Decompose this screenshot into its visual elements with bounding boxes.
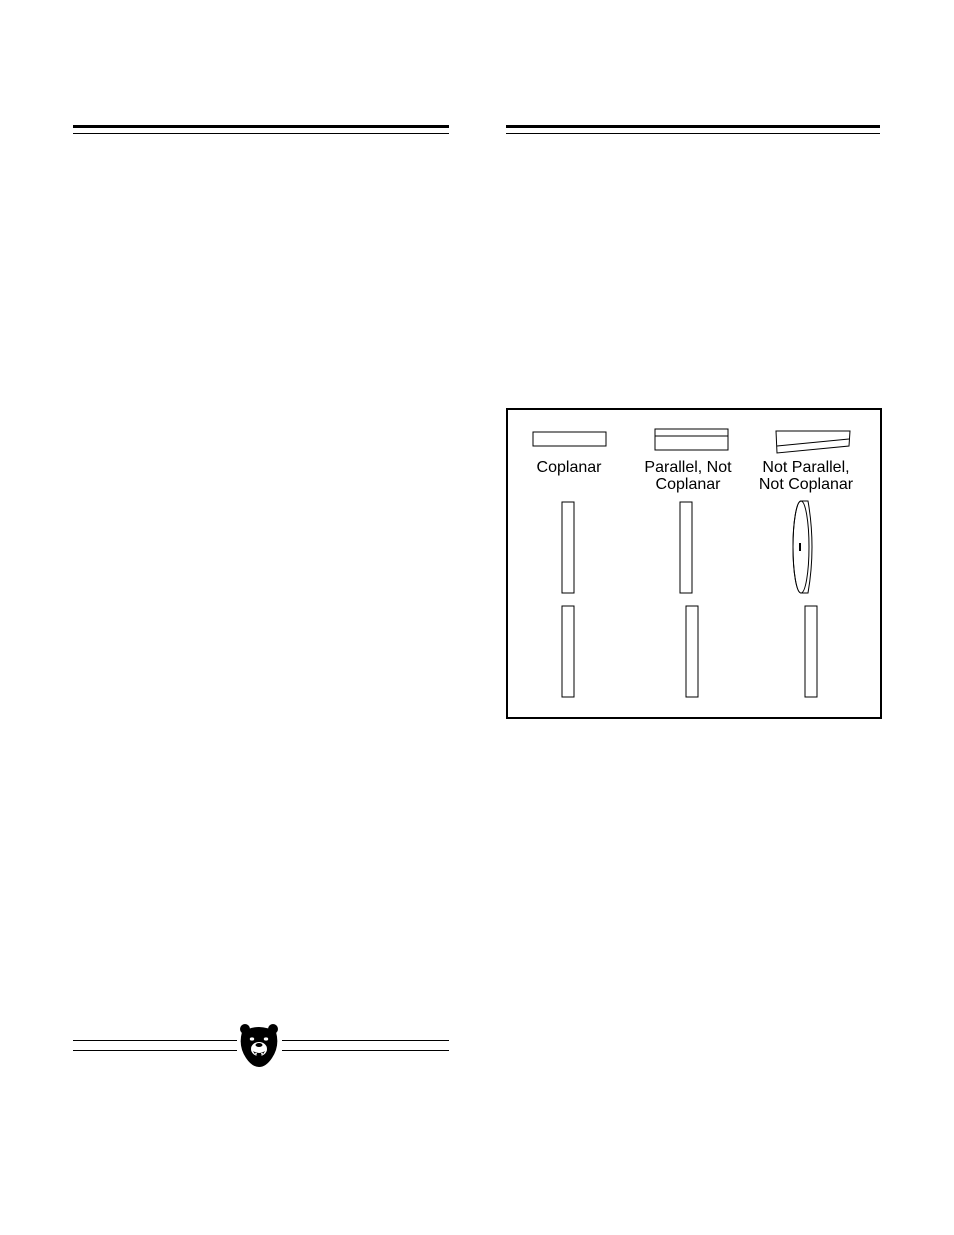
footer-rule-left-top [73,1040,237,1041]
pulley-alignment-figure [506,408,882,719]
footer-rule-left-bottom [73,1050,237,1051]
parallel-not-coplanar-label: Parallel, Not Coplanar [644,459,732,493]
right-header-rule-thin [506,133,880,134]
left-header-rule-thin [73,133,449,134]
coplanar-label: Coplanar [536,459,602,476]
coplanar-upper-pulley [562,502,574,593]
left-header-rule-thick [73,125,449,128]
not-parallel-lower-pulley [805,606,817,697]
coplanar-top-view [533,432,606,446]
not-parallel-top-view [776,431,850,453]
bear-head-icon [238,1022,280,1068]
not-parallel-not-coplanar-label: Not Parallel, Not Coplanar [758,459,854,493]
not-parallel-upper-pulley [793,501,812,593]
parallel-upper-pulley [680,502,692,593]
footer-rule-right-top [282,1040,449,1041]
parallel-lower-pulley [686,606,698,697]
parallel-top-view [655,429,728,450]
coplanar-lower-pulley [562,606,574,697]
right-header-rule-thick [506,125,880,128]
pulley-alignment-diagram [508,410,880,717]
footer-rule-right-bottom [282,1050,449,1051]
